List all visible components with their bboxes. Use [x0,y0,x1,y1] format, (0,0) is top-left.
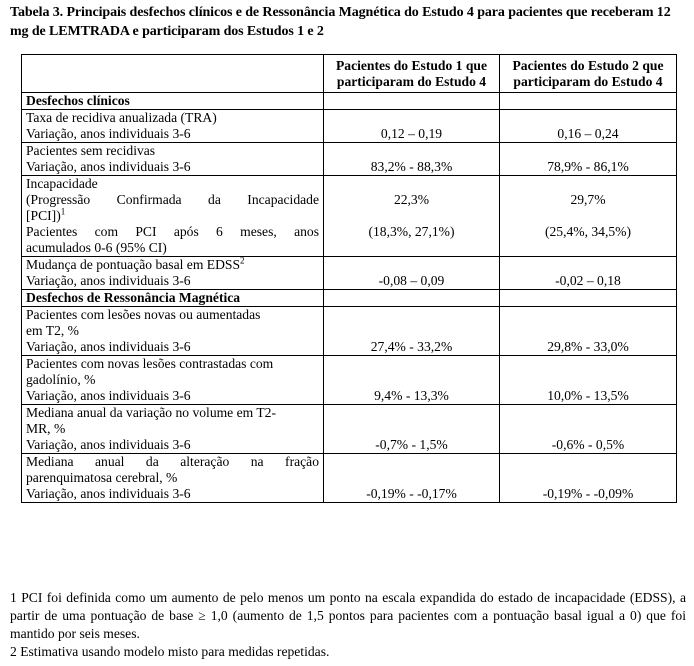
value-text: 10,0% - 13,5% [547,388,629,403]
row-label-line: Mediana anual da alteração na fração [26,454,319,469]
table-row-volume-t2 [22,405,677,454]
value-study2 [500,405,677,454]
row-label [22,176,324,257]
row-label [22,307,324,356]
row-label-line: Variação, anos individuais 3-6 [26,339,191,354]
table-row-gadolinio [22,356,677,405]
row-label-line: Variação, anos individuais 3-6 [26,486,191,501]
value-study2 [500,454,677,503]
value-text: 9,4% - 13,3% [374,388,449,403]
row-label-line: Pacientes com novas lesões contrastadas com [26,356,274,371]
value-text: 29,8% - 33,0% [547,339,629,354]
value-study1 [324,176,500,257]
value-text: -0,6% - 0,5% [551,437,625,452]
value-study2 [500,143,677,176]
value-study2 [500,176,677,257]
row-label [22,405,324,454]
table-row-tra [22,110,677,143]
value-text: -0,08 – 0,09 [378,273,445,288]
value-study2 [500,257,677,290]
table-row-lesoes-t2 [22,307,677,356]
value-study1 [324,356,500,405]
value-text: -0,7% - 1,5% [375,437,448,452]
header-study2: Pacientes do Estudo 2 que participaram do Estudo 4 [500,55,677,93]
row-label-line: Variação, anos individuais 3-6 [26,437,191,452]
footnote-marker: 1 [60,206,66,217]
row-label-line: Pacientes sem recidivas [26,143,156,158]
row-label-line: Pacientes com lesões novas ou aumentadas [26,307,261,322]
value-text: (18,3%, 27,1%) [368,224,455,239]
table-header-row [22,55,677,93]
value-text: -0,02 – 0,18 [555,273,621,288]
table-row-incapacidade [22,176,677,257]
row-label-line [26,208,319,224]
header-empty-cell [22,55,324,93]
value-text: 22,3% [393,192,430,207]
row-label-line: gadolínio, % [26,372,96,387]
empty-cell [500,290,677,307]
value-study1 [324,405,500,454]
section-mri-label: Desfechos de Ressonância Magnética [22,290,324,307]
value-text: 78,9% - 86,1% [547,159,629,174]
value-text: 0,16 – 0,24 [557,126,619,141]
row-label-text: Mudança de pontuação basal em EDSS [26,257,241,272]
value-study2 [500,307,677,356]
row-label [22,454,324,503]
row-label [22,356,324,405]
row-label-line: Mediana anual da variação no volume em T2- [26,405,277,420]
value-study1 [324,143,500,176]
header-study1: Pacientes do Estudo 1 que participaram do Estudo 4 [324,55,500,93]
row-label-line: Pacientes com PCI após 6 meses, anos [26,224,319,239]
row-label [22,257,324,290]
value-study1 [324,110,500,143]
footnote-2: 2 Estimativa usando modelo misto para medidas repetidas. [10,644,330,659]
empty-cell [324,290,500,307]
row-label-line: Variação, anos individuais 3-6 [26,273,191,288]
value-text: 29,7% [570,192,606,207]
outcomes-table [21,54,677,503]
table-row-edss [22,257,677,290]
value-study1 [324,257,500,290]
value-study2 [500,110,677,143]
value-study2 [500,356,677,405]
value-text: -0,19% - -0,17% [366,486,457,501]
table-row-fracao [22,454,677,503]
table-row-sem-recidivas [22,143,677,176]
row-label-line [26,257,319,273]
footnote-1: 1 PCI foi definida como um aumento de pelo menos um ponto na escala expandida do estado de incapacidade (EDSS), a partir de uma pontuação de base ≥ 1,0 (aumento de 1,5 pontos para pacientes com a pontuação basal igual a 0) que foi mantido por seis meses. [10,590,686,641]
row-label-line: em T2, % [26,323,79,338]
value-text: 0,12 – 0,19 [380,126,443,141]
value-text: -0,19% - -0,09% [542,486,634,501]
row-label-line: parenquimatosa cerebral, % [26,470,178,485]
value-text: 27,4% - 33,2% [370,339,453,354]
row-label-line: acumulados 0-6 (95% CI) [26,240,167,255]
row-label-line: Variação, anos individuais 3-6 [26,159,191,174]
row-label-line: Taxa de recidiva anualizada (TRA) [26,110,217,125]
row-label-line: (Progressão Confirmada da Incapacidade [26,192,319,207]
footnote-marker: 2 [240,255,245,266]
empty-cell [324,93,500,110]
value-text: (25,4%, 34,5%) [544,224,632,239]
row-label-line: MR, % [26,421,66,436]
value-study1 [324,454,500,503]
row-label [22,110,324,143]
row-label-line: Variação, anos individuais 3-6 [26,388,191,403]
row-label-text: [PCI]) [26,208,61,223]
value-study1 [324,307,500,356]
section-row-clinical [22,93,677,110]
row-label-line: Variação, anos individuais 3-6 [26,126,191,141]
empty-cell [500,93,677,110]
row-label-line: Incapacidade [26,176,98,191]
table-title: Tabela 3. Principais desfechos clínicos e de Ressonância Magnética do Estudo 4 para pacientes que receberam 12 mg de LEMTRADA e participaram dos Estudos 1 e 2 [10,5,671,39]
footnotes [10,589,686,661]
row-label [22,143,324,176]
section-row-mri [22,290,677,307]
value-text: 83,2% - 88,3% [370,159,453,174]
section-clinical-label: Desfechos clínicos [22,93,324,110]
